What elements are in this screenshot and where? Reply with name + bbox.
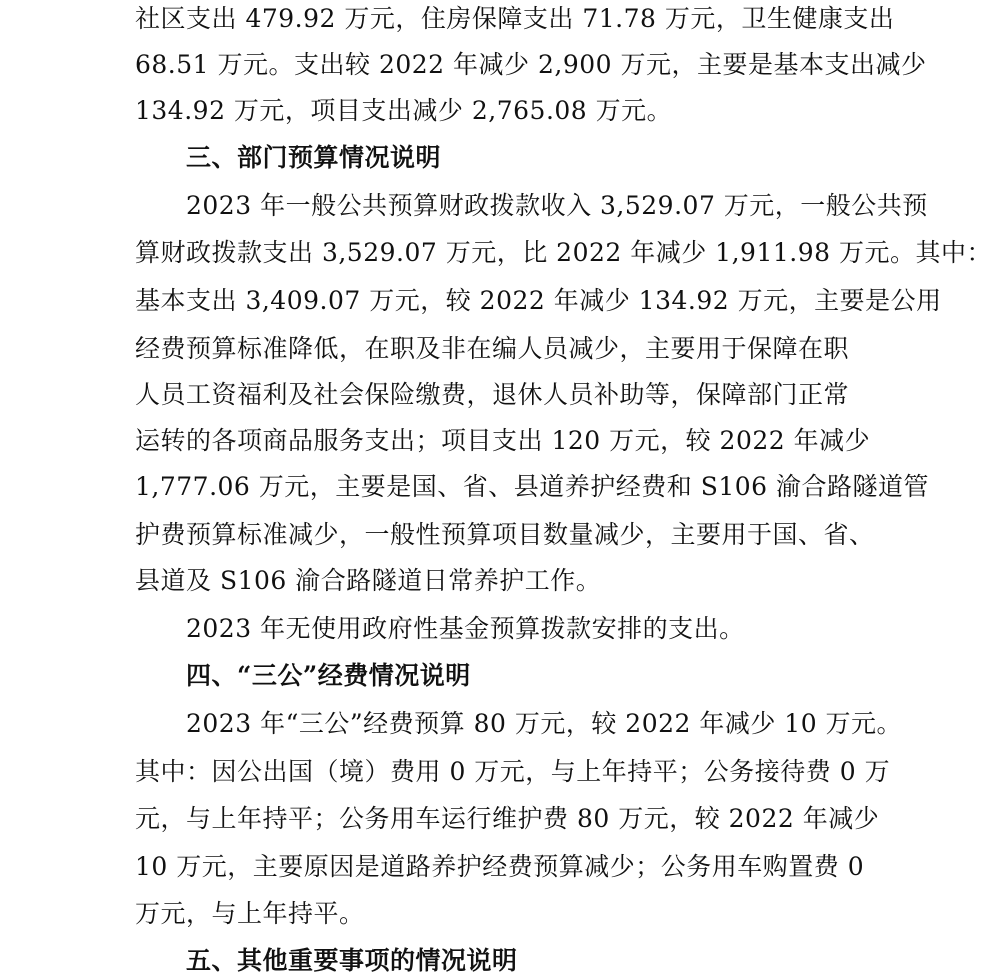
- paragraph-line: 1,777.06 万元，主要是国、省、县道养护经费和 S106 渝合路隧道管: [135, 472, 930, 501]
- section-heading: 五、其他重要事项的情况说明: [186, 946, 518, 975]
- paragraph-line: 基本支出 3,409.07 万元，较 2022 年减少 134.92 万元，主要是公用: [135, 286, 942, 315]
- paragraph-line: 2023 年“三公”经费预算 80 万元，较 2022 年减少 10 万元。: [186, 709, 903, 738]
- paragraph-line: 2023 年一般公共预算财政拨款收入 3,529.07 万元，一般公共预: [186, 191, 928, 220]
- paragraph-line: 运转的各项商品服务支出；项目支出 120 万元，较 2022 年减少: [135, 426, 871, 455]
- paragraph-line: 万元，与上年持平。: [135, 899, 365, 928]
- paragraph-line: 护费预算标准减少，一般性预算项目数量减少，主要用于国、省、: [135, 520, 875, 549]
- paragraph-line: 68.51 万元。支出较 2022 年减少 2,900 万元，主要是基本支出减少: [135, 50, 927, 79]
- paragraph-line: 县道及 S106 渝合路隧道日常养护工作。: [135, 566, 602, 595]
- paragraph-line: 其中：因公出国（境）费用 0 万元，与上年持平；公务接待费 0 万: [135, 757, 891, 786]
- paragraph-line: 10 万元，主要原因是道路养护经费预算减少；公务用车购置费 0: [135, 852, 865, 881]
- paragraph-line: 元，与上年持平；公务用车运行维护费 80 万元，较 2022 年减少: [135, 804, 880, 833]
- paragraph-line: 134.92 万元，项目支出减少 2,765.08 万元。: [135, 96, 673, 125]
- paragraph-line: 社区支出 479.92 万元，住房保障支出 71.78 万元，卫生健康支出: [135, 4, 895, 33]
- paragraph-line: 人员工资福利及社会保险缴费，退休人员补助等，保障部门正常: [135, 380, 850, 409]
- section-heading: 四、“三公”经费情况说明: [186, 661, 471, 690]
- paragraph-line: 2023 年无使用政府性基金预算拨款安排的支出。: [186, 614, 745, 643]
- paragraph-line: 经费预算标准降低，在职及非在编人员减少，主要用于保障在职: [135, 334, 850, 363]
- paragraph-line: 算财政拨款支出 3,529.07 万元，比 2022 年减少 1,911.98 万元。其中：: [135, 238, 992, 267]
- section-heading: 三、部门预算情况说明: [186, 143, 442, 172]
